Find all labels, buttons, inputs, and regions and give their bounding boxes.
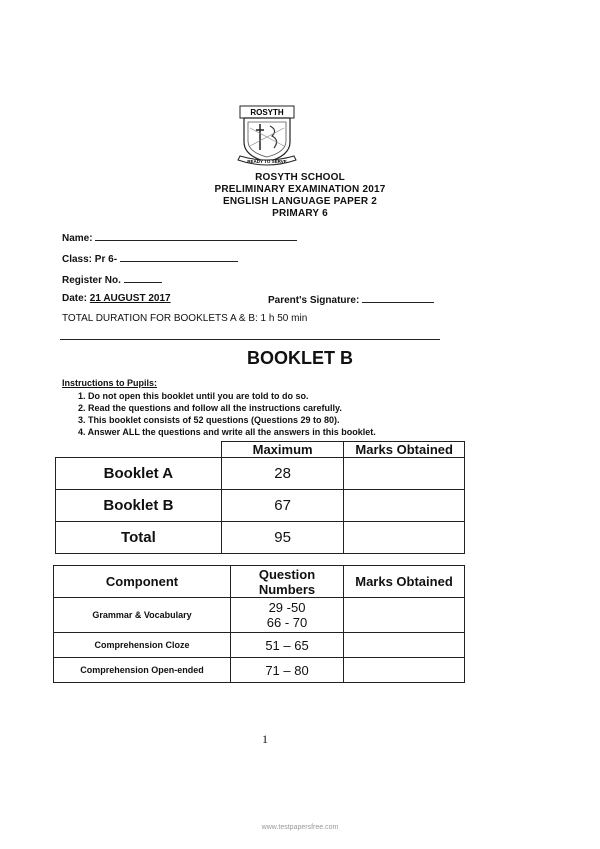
- question-range: 71 – 80: [231, 658, 344, 683]
- class-prefix: Pr 6-: [94, 254, 118, 265]
- instruction-item: 3. This booklet consists of 52 questions (Questions 29 to 80).: [78, 415, 340, 425]
- paper-title: ENGLISH LANGUAGE PAPER 2: [222, 196, 378, 207]
- marks-table: [55, 441, 465, 554]
- duration-text: TOTAL DURATION FOR BOOKLETS A & B: 1 h 50 min: [62, 313, 308, 324]
- table-header-row: [56, 442, 465, 458]
- register-blank[interactable]: [124, 273, 162, 283]
- header-cell: Marks Obtained: [344, 566, 465, 598]
- school-name: ROSYTH SCHOOL: [255, 172, 345, 183]
- row-label: Booklet A: [56, 458, 222, 490]
- obtained-cell[interactable]: [344, 658, 465, 683]
- name-label: Name:: [62, 233, 93, 244]
- class-label: Class:: [62, 254, 93, 265]
- logo-motto-text: READY TO SERVE: [247, 159, 287, 164]
- row-label: Grammar & Vocabulary: [54, 598, 231, 633]
- name-field[interactable]: [62, 231, 297, 244]
- table-row: [54, 658, 465, 683]
- divider-line: [60, 339, 440, 340]
- max-cell: 67: [221, 490, 344, 522]
- max-cell: 28: [221, 458, 344, 490]
- table-row: [54, 598, 465, 633]
- date-value: 21 AUGUST 2017: [89, 293, 171, 304]
- max-cell: 95: [221, 522, 344, 554]
- row-label: Total: [56, 522, 222, 554]
- register-field[interactable]: [62, 273, 162, 286]
- level-title: PRIMARY 6: [272, 208, 328, 219]
- header-cell: [56, 442, 222, 458]
- obtained-cell[interactable]: [344, 522, 465, 554]
- row-label: Booklet B: [56, 490, 222, 522]
- obtained-cell[interactable]: [344, 458, 465, 490]
- date-field: [62, 293, 171, 304]
- footer-watermark: www.testpapersfree.com: [261, 824, 339, 831]
- question-range-cell: [231, 598, 344, 633]
- table-row: [56, 490, 465, 522]
- obtained-cell[interactable]: [344, 633, 465, 658]
- exam-title: PRELIMINARY EXAMINATION 2017: [214, 184, 386, 195]
- instruction-item: 4. Answer ALL the questions and write all the answers in this booklet.: [78, 427, 376, 437]
- question-range: 29 -50: [268, 600, 306, 615]
- header-cell: Question Numbers: [231, 566, 344, 598]
- logo-top-text: ROSYTH: [250, 108, 284, 117]
- class-blank[interactable]: [120, 252, 238, 262]
- header-cell: Component: [54, 566, 231, 598]
- header-cell: Marks Obtained: [344, 442, 465, 458]
- header-cell: Maximum: [221, 442, 344, 458]
- signature-field[interactable]: [268, 293, 434, 306]
- obtained-cell[interactable]: [344, 598, 465, 633]
- component-table: [53, 565, 465, 683]
- date-label: Date:: [62, 293, 88, 304]
- question-range: 51 – 65: [231, 633, 344, 658]
- table-row: [56, 458, 465, 490]
- name-blank[interactable]: [95, 231, 297, 241]
- signature-label: Parent's Signature:: [268, 295, 360, 306]
- class-field[interactable]: [62, 252, 238, 265]
- obtained-cell[interactable]: [344, 490, 465, 522]
- page-number: 1: [262, 732, 268, 746]
- row-label: Comprehension Cloze: [54, 633, 231, 658]
- school-crest-logo: [236, 104, 298, 168]
- table-row: [56, 522, 465, 554]
- question-range: 66 - 70: [266, 615, 308, 630]
- instruction-item: 1. Do not open this booklet until you are told to do so.: [78, 391, 309, 401]
- signature-blank[interactable]: [362, 293, 434, 303]
- table-header-row: [54, 566, 465, 598]
- row-label: Comprehension Open-ended: [54, 658, 231, 683]
- booklet-title: BOOKLET B: [247, 348, 353, 368]
- instruction-item: 2. Read the questions and follow all the instructions carefully.: [78, 403, 342, 413]
- instructions-heading: Instructions to Pupils:: [62, 378, 158, 388]
- table-row: [54, 633, 465, 658]
- register-label: Register No.: [62, 275, 121, 286]
